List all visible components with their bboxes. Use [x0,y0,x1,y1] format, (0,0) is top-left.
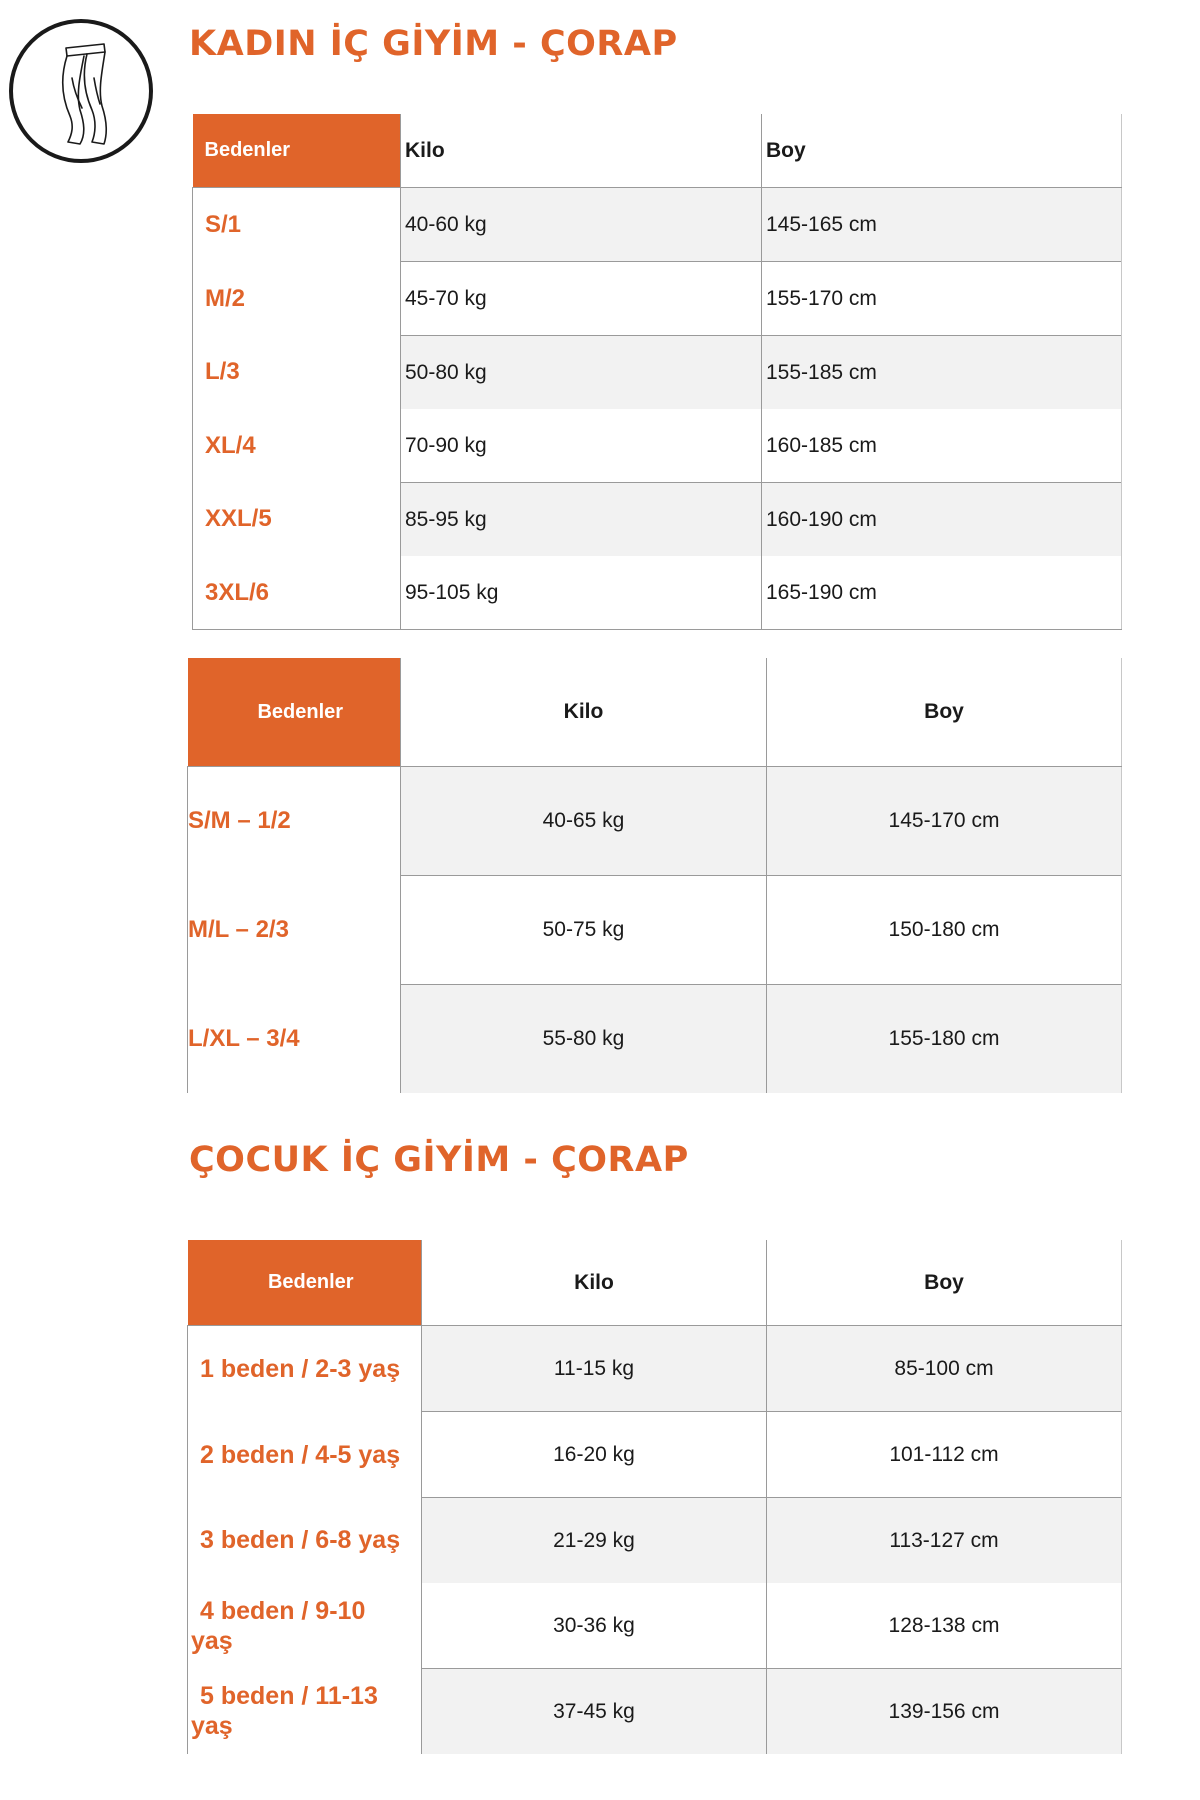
height-cell: 128-138 cm [767,1583,1122,1669]
stocking-legs-icon [8,18,154,164]
size-table-women-alt [187,658,1122,1093]
header-sizes: Bedenler [188,1240,422,1326]
table-row [193,262,1122,336]
weight-cell: 85-95 kg [401,483,762,557]
header-sizes: Bedenler [193,114,401,188]
weight-cell: 45-70 kg [401,262,762,336]
weight-cell: 16-20 kg [422,1412,767,1498]
height-cell: 160-190 cm [762,483,1122,557]
header-weight: Kilo [422,1240,767,1326]
weight-cell: 95-105 kg [401,556,762,630]
table-row [193,188,1122,262]
height-cell: 113-127 cm [767,1498,1122,1584]
section-title-women: KADIN İÇ GİYİM - ÇORAP [189,24,678,64]
weight-cell: 70-90 kg [401,409,762,483]
weight-cell: 50-75 kg [401,876,767,985]
size-label: 2 beden / 4-5 yaş [188,1412,422,1498]
table-row [188,767,1122,876]
size-label: M/2 [193,262,401,336]
size-label-line2: yaş [191,1626,233,1655]
table-row [188,1583,1122,1669]
height-cell: 155-170 cm [762,262,1122,336]
weight-cell: 30-36 kg [422,1583,767,1669]
header-height: Boy [762,114,1122,188]
size-label: M/L – 2/3 [188,876,401,985]
height-cell: 145-165 cm [762,188,1122,262]
weight-cell: 50-80 kg [401,336,762,410]
table-row [193,556,1122,630]
table-row [193,336,1122,410]
size-label: 3XL/6 [193,556,401,630]
size-table-children [187,1240,1122,1754]
weight-cell: 11-15 kg [422,1326,767,1412]
table-row [188,876,1122,985]
weight-cell: 37-45 kg [422,1669,767,1755]
height-cell: 155-185 cm [762,336,1122,410]
table-row [188,1669,1122,1755]
size-table-women [192,114,1122,630]
table-row [188,985,1122,1094]
weight-cell: 40-60 kg [401,188,762,262]
height-cell: 145-170 cm [767,767,1122,876]
weight-cell: 40-65 kg [401,767,767,876]
table-row [188,1412,1122,1498]
size-label: L/3 [193,336,401,410]
header-height: Boy [767,1240,1122,1326]
table-row [193,483,1122,557]
height-cell: 155-180 cm [767,985,1122,1094]
height-cell: 165-190 cm [762,556,1122,630]
height-cell: 160-185 cm [762,409,1122,483]
height-cell: 85-100 cm [767,1326,1122,1412]
table-row [188,1498,1122,1584]
weight-cell: 21-29 kg [422,1498,767,1584]
size-label: 3 beden / 6-8 yaş [188,1498,422,1584]
size-label: XXL/5 [193,483,401,557]
size-label: L/XL – 3/4 [188,985,401,1094]
table-row [188,1326,1122,1412]
weight-cell: 55-80 kg [401,985,767,1094]
header-weight: Kilo [401,114,762,188]
height-cell: 150-180 cm [767,876,1122,985]
size-label: XL/4 [193,409,401,483]
size-label: 1 beden / 2-3 yaş [188,1326,422,1412]
size-label-line2: yaş [191,1712,233,1741]
height-cell: 101-112 cm [767,1412,1122,1498]
header-sizes: Bedenler [188,658,401,767]
header-height: Boy [767,658,1122,767]
size-label [188,1583,422,1669]
table-row [193,409,1122,483]
section-title-children: ÇOCUK İÇ GİYİM - ÇORAP [189,1140,689,1180]
size-label-line1: 5 beden / 11-13 [200,1682,378,1711]
header-weight: Kilo [401,658,767,767]
size-label-line1: 4 beden / 9-10 [200,1596,366,1625]
size-label [188,1669,422,1755]
height-cell: 139-156 cm [767,1669,1122,1755]
size-label: S/M – 1/2 [188,767,401,876]
size-label: S/1 [193,188,401,262]
